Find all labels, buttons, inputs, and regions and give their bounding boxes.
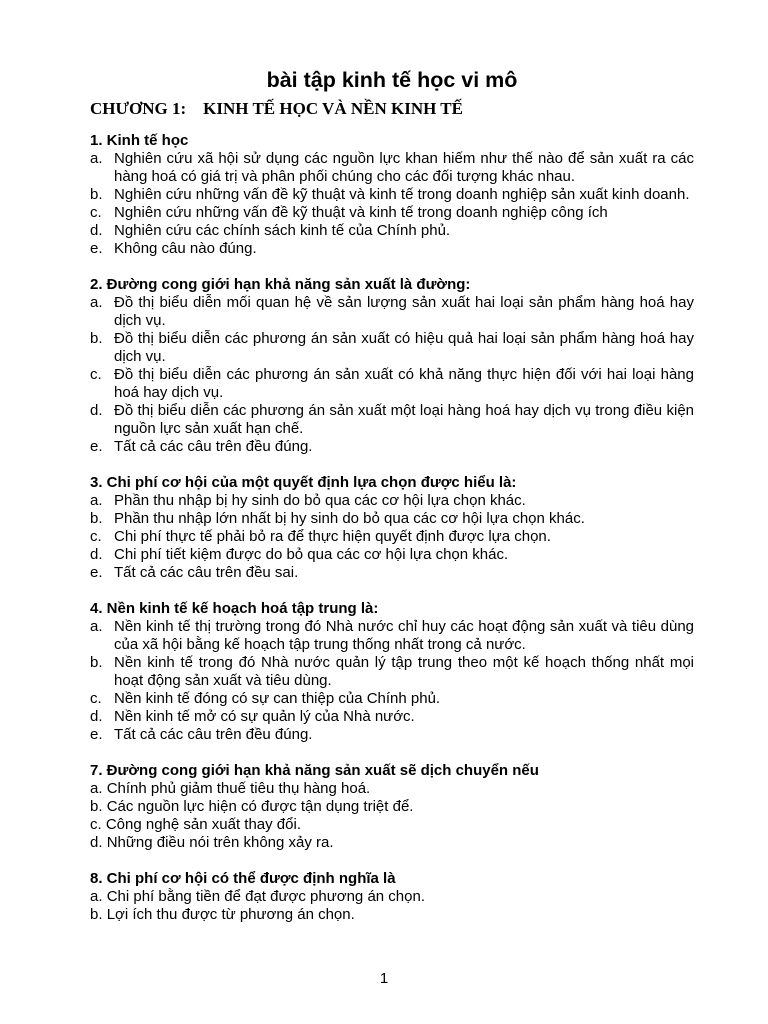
answer-option bbox=[90, 330, 694, 366]
answer-option bbox=[90, 204, 694, 222]
option-text: Nền kinh tế thị trường trong đó Nhà nước chỉ huy các hoạt động sản xuất và tiêu dùng của xã hội bằng kế hoạch tập trung thống nhất trong cả nước. bbox=[114, 618, 694, 653]
option-text: Chi phí bằng tiền để đạt được phương án chọn. bbox=[106, 888, 425, 905]
option-letter: e. bbox=[90, 564, 103, 581]
option-letter: a. bbox=[90, 492, 103, 509]
option-letter: a. bbox=[90, 618, 103, 635]
answer-option bbox=[90, 186, 694, 204]
answer-option bbox=[90, 906, 694, 924]
option-letter: c. bbox=[90, 528, 102, 545]
option-text: Công nghệ sản xuất thay đổi. bbox=[105, 816, 301, 833]
option-text: Phần thu nhập bị hy sinh do bỏ qua các cơ hội lựa chọn khác. bbox=[114, 492, 526, 509]
option-letter: b. bbox=[90, 186, 103, 203]
question-block bbox=[90, 762, 694, 852]
question-block bbox=[90, 474, 694, 582]
answer-option bbox=[90, 546, 694, 564]
answer-option bbox=[90, 888, 694, 906]
option-letter: b. bbox=[90, 906, 103, 923]
question-title: 1. Kinh tế học bbox=[90, 132, 189, 149]
option-text: Tất cả các câu trên đều đúng. bbox=[114, 726, 313, 743]
option-text: Lợi ích thu được từ phương án chọn. bbox=[106, 906, 355, 923]
option-text: Chính phủ giảm thuế tiêu thụ hàng hoá. bbox=[106, 780, 371, 797]
question-block bbox=[90, 132, 694, 258]
answer-option bbox=[90, 438, 694, 456]
option-letter: a. bbox=[90, 780, 103, 797]
answer-option bbox=[90, 726, 694, 744]
option-letter: d. bbox=[90, 708, 103, 725]
question-title: 8. Chi phí cơ hội có thể được định nghĩa là bbox=[90, 870, 396, 887]
document-page bbox=[90, 66, 694, 942]
page-number: 1 bbox=[379, 970, 389, 987]
option-text: Nghiên cứu những vấn đề kỹ thuật và kinh tế trong doanh nghiệp công ích bbox=[114, 204, 608, 221]
option-text: Đồ thị biểu diễn các phương án sản xuất có khả năng thực hiện đối với hai loại hàng hoá hay dịch vụ. bbox=[114, 366, 694, 401]
document-title: bài tập kinh tế học vi mô bbox=[266, 68, 518, 92]
option-letter: a. bbox=[90, 150, 103, 167]
answer-option bbox=[90, 690, 694, 708]
answer-option bbox=[90, 654, 694, 690]
option-letter: b. bbox=[90, 330, 103, 347]
option-letter: a. bbox=[90, 888, 103, 905]
option-letter: d. bbox=[90, 222, 103, 239]
answer-option bbox=[90, 528, 694, 546]
option-letter: d. bbox=[90, 546, 103, 563]
answer-option bbox=[90, 780, 694, 798]
answer-option bbox=[90, 618, 694, 654]
answer-option bbox=[90, 294, 694, 330]
option-letter: b. bbox=[90, 798, 103, 815]
option-text: Tất cả các câu trên đều đúng. bbox=[114, 438, 313, 455]
option-letter: e. bbox=[90, 240, 103, 257]
option-text: Phần thu nhập lớn nhất bị hy sinh do bỏ qua các cơ hội lựa chọn khác. bbox=[114, 510, 585, 527]
question-title: 7. Đường cong giới hạn khả năng sản xuất sẽ dịch chuyển nếu bbox=[90, 762, 539, 779]
answer-option bbox=[90, 834, 694, 852]
question-block bbox=[90, 870, 694, 924]
option-text: Nghiên cứu xã hội sử dụng các nguồn lực khan hiếm như thế nào để sản xuất ra các hàng hoá có giá trị và phân phối chúng cho các đối tượng khác nhau. bbox=[114, 150, 694, 185]
option-text: Không câu nào đúng. bbox=[114, 240, 257, 257]
option-text: Tất cả các câu trên đều sai. bbox=[114, 564, 299, 581]
answer-option bbox=[90, 150, 694, 186]
option-text: Nền kinh tế đóng có sự can thiệp của Chính phủ. bbox=[114, 690, 441, 707]
option-text: Nghiên cứu các chính sách kinh tế của Chính phủ. bbox=[114, 222, 451, 239]
option-letter: a. bbox=[90, 294, 103, 311]
option-text: Đồ thị biểu diễn các phương án sản xuất một loại hàng hoá hay dịch vụ trong điều kiện nguồn lực sản xuất hạn chế. bbox=[114, 402, 694, 437]
option-text: Những điều nói trên không xảy ra. bbox=[106, 834, 334, 851]
option-letter: c. bbox=[90, 816, 102, 833]
option-text: Chi phí tiết kiệm được do bỏ qua các cơ hội lựa chọn khác. bbox=[114, 546, 509, 563]
option-text: Đồ thị biểu diễn các phương án sản xuất có hiệu quả hai loại sản phẩm hàng hoá hay dịch vụ. bbox=[114, 330, 694, 365]
option-letter: d. bbox=[90, 834, 103, 851]
option-letter: b. bbox=[90, 654, 103, 671]
answer-option bbox=[90, 816, 694, 834]
option-text: Các nguồn lực hiện có được tận dụng triệt để. bbox=[106, 798, 414, 815]
question-title: 3. Chi phí cơ hội của một quyết định lựa chọn được hiểu là: bbox=[90, 474, 517, 491]
answer-option bbox=[90, 492, 694, 510]
answer-option bbox=[90, 798, 694, 816]
option-letter: d. bbox=[90, 402, 103, 419]
answer-option bbox=[90, 222, 694, 240]
answer-option bbox=[90, 708, 694, 726]
option-text: Đồ thị biểu diễn mối quan hệ về sản lượng sản xuất hai loại sản phẩm hàng hoá hay dịch vụ. bbox=[114, 294, 694, 329]
question-block bbox=[90, 600, 694, 744]
option-text: Nền kinh tế mở có sự quản lý của Nhà nước. bbox=[114, 708, 415, 725]
question-title: 4. Nền kinh tế kế hoạch hoá tập trung là: bbox=[90, 600, 379, 617]
option-text: Chi phí thực tế phải bỏ ra để thực hiện quyết định được lựa chọn. bbox=[114, 528, 551, 545]
answer-option bbox=[90, 510, 694, 528]
answer-option bbox=[90, 402, 694, 438]
answer-option bbox=[90, 240, 694, 258]
option-letter: e. bbox=[90, 438, 103, 455]
option-letter: e. bbox=[90, 726, 103, 743]
option-letter: c. bbox=[90, 366, 102, 383]
question-title: 2. Đường cong giới hạn khả năng sản xuất là đường: bbox=[90, 276, 471, 293]
option-text: Nghiên cứu những vấn đề kỹ thuật và kinh tế trong doanh nghiệp sản xuất kinh doanh. bbox=[114, 186, 690, 203]
question-block bbox=[90, 276, 694, 456]
option-letter: b. bbox=[90, 510, 103, 527]
question-list bbox=[90, 132, 694, 924]
chapter-heading: CHƯƠNG 1: KINH TẾ HỌC VÀ NỀN KINH TẾ bbox=[90, 99, 463, 118]
option-text: Nền kinh tế trong đó Nhà nước quản lý tập trung theo một kế hoạch thống nhất mọi hoạt động sản xuất và tiêu dùng. bbox=[114, 654, 694, 689]
answer-option bbox=[90, 564, 694, 582]
answer-option bbox=[90, 366, 694, 402]
option-letter: c. bbox=[90, 690, 102, 707]
option-letter: c. bbox=[90, 204, 102, 221]
